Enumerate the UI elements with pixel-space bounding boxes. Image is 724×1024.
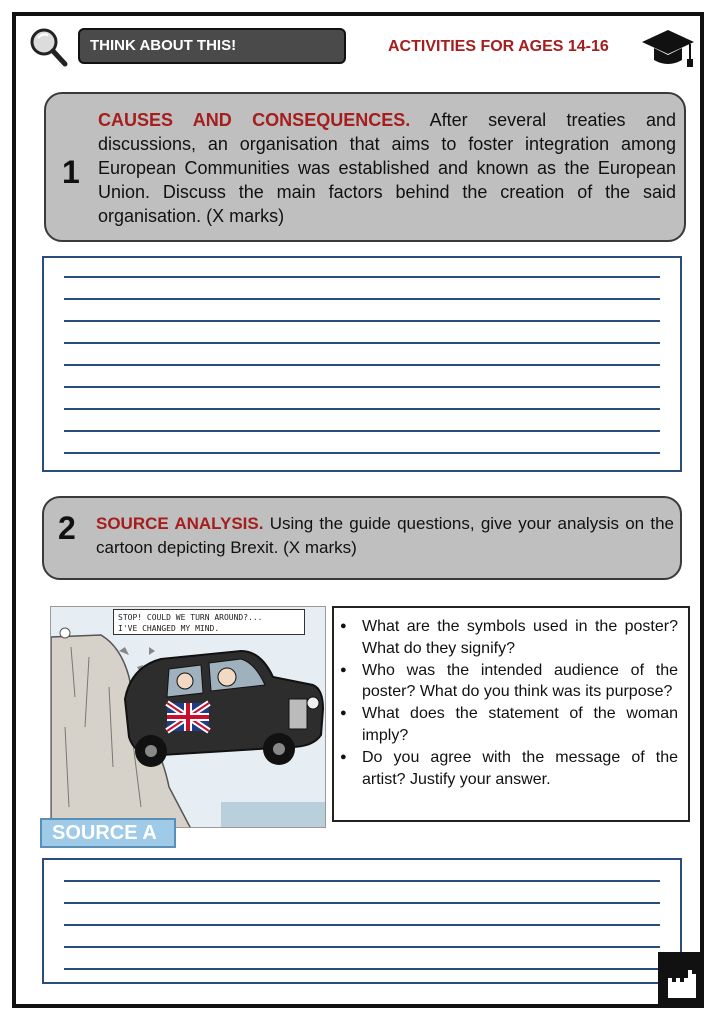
answer-line <box>64 320 660 322</box>
question-heading: CAUSES AND CONSEQUENCES. <box>98 110 411 130</box>
question-number: 1 <box>62 154 80 190</box>
source-a-label: SOURCE A <box>40 818 176 848</box>
answer-line <box>64 880 660 882</box>
question-text <box>98 108 676 228</box>
answer-line <box>64 968 660 970</box>
guide-question: ● What are the symbols used in the poster? What do they signify? <box>362 616 678 660</box>
question-1-box <box>44 92 686 242</box>
question-body: After several treaties and discussions, an organisation that aims to foster integration among European Communities was established and known as the European Union. Discuss the main factors behind the creation of the said organisation. (X marks) <box>98 110 677 226</box>
guide-question: ● Do you agree with the message of the artist? Justify your answer. <box>362 747 678 791</box>
answer-line <box>64 276 660 278</box>
brexit-cartoon <box>50 606 326 828</box>
answer-box-1[interactable] <box>42 256 682 472</box>
magnifier-icon <box>28 26 68 68</box>
castle-logo-icon <box>658 952 704 1008</box>
speech-line-2: I'VE CHANGED MY MIND. <box>118 624 220 633</box>
guide-question: ● What does the statement of the woman imply? <box>362 703 678 747</box>
guide-questions-box <box>332 606 690 822</box>
cartoon-illustration <box>51 607 326 828</box>
speech-bubble <box>113 609 305 635</box>
guide-question: ● Who was the intended audience of the poster? What do you think was its purpose? <box>362 660 678 704</box>
answer-line <box>64 430 660 432</box>
answer-line <box>64 924 660 926</box>
answer-line <box>64 298 660 300</box>
question-text <box>96 512 674 560</box>
ages-label: ACTIVITIES FOR AGES 14-16 <box>388 38 609 55</box>
question-heading: SOURCE ANALYSIS. <box>96 514 264 533</box>
answer-line <box>64 342 660 344</box>
answer-line <box>64 364 660 366</box>
question-number: 2 <box>58 510 76 546</box>
question-2-box <box>42 496 682 580</box>
answer-line <box>64 408 660 410</box>
answer-line <box>64 902 660 904</box>
answer-line <box>64 452 660 454</box>
speech-line-1: STOP! COULD WE TURN AROUND?... <box>118 613 263 622</box>
think-about-this-banner: THINK ABOUT THIS! <box>78 28 346 64</box>
answer-line <box>64 946 660 948</box>
graduation-cap-icon <box>640 26 696 70</box>
question-body: Using the guide questions, give your analysis on the cartoon depicting Brexit. (X marks) <box>96 514 674 557</box>
guide-questions-list <box>334 608 688 790</box>
answer-box-2[interactable] <box>42 858 682 984</box>
answer-line <box>64 386 660 388</box>
